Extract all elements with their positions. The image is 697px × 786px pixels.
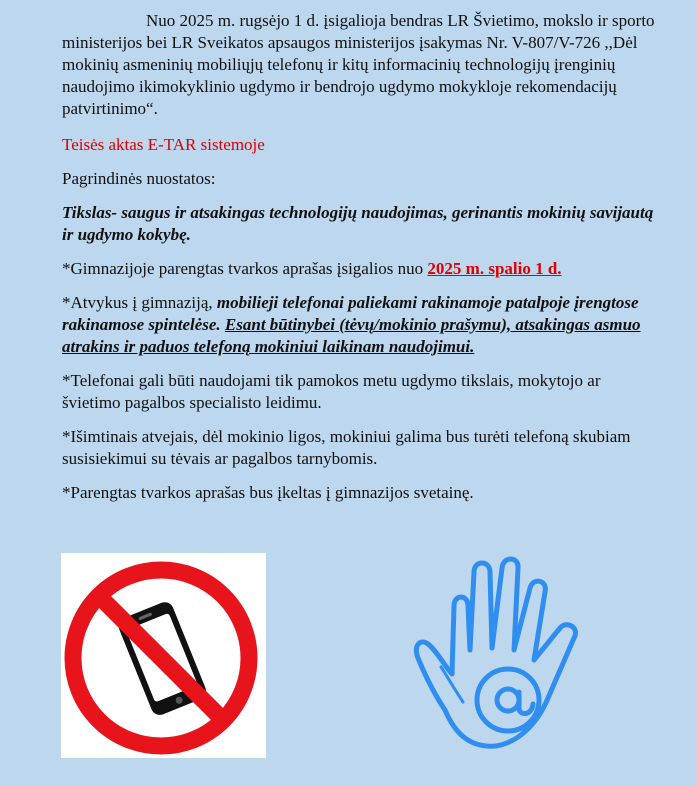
provision-5: *Parengtas tvarkos aprašas bus įkeltas į gimnazijos svetainę. <box>62 483 474 502</box>
intro-paragraph: Nuo 2025 m. rugsėjo 1 d. įsigalioja bendras LR Švietimo, mokslo ir sporto ministerijos bei LR Sveikatos apsaugos ministerijos įsakymas Nr. V-807/V-726 ,,Dėl mokinių asmeninių mobiliųjų telefonų ir kitų informacinių technologijų įrenginių naudojimo ikimokyklinio ugdymo ir bendrojo ugdymo mokykloje rekomendacijų patvirtinimo“. <box>62 11 655 118</box>
provision-1 <box>62 258 662 280</box>
provision-3: *Telefonai gali būti naudojami tik pamokos metu ugdymo tikslais, mokytojo ar švietimo pagalbos specialisto leidimu. <box>62 371 601 412</box>
legal-act-link[interactable]: Teisės aktas E-TAR sistemoje <box>62 135 265 154</box>
provision-4: *Išimtinais atvejais, dėl mokinio ligos, mokiniui galima bus turėti telefoną skubiam susisiekimui su tėvais ar pagalbos tarnybomis. <box>62 427 631 468</box>
provision-2-text: *Atvykus į gimnaziją, <box>62 293 217 312</box>
hand-svg <box>410 550 595 760</box>
no-phone-icon <box>61 553 266 758</box>
effective-date: 2025 m. spalio 1 d. <box>427 259 562 278</box>
legal-act-link-paragraph <box>62 134 662 156</box>
hand-at-icon <box>410 550 595 760</box>
provision-2 <box>62 292 662 358</box>
no-phone-svg <box>61 553 266 758</box>
provision-1-text: *Gimnazijoje parengtas tvarkos aprašas įsigalios nuo <box>62 259 428 278</box>
provision-2-bold: mobilieji telefonai paliekami rakinamoje patalpoje įrengtose rakinamose spintelėse. <box>62 293 639 334</box>
goal-statement: Tikslas- saugus ir atsakingas technologijų naudojimas, gerinantis mokinių savijautą ir ugdymo kokybę. <box>62 203 654 244</box>
main-provisions-heading: Pagrindinės nuostatos: <box>62 169 216 188</box>
document-body <box>62 10 662 516</box>
provision-2-underline: Esant būtinybei (tėvų/mokinio prašymu), atsakingas asmuo atrakins ir paduos telefoną mokiniui laikinam naudojimui. <box>62 315 641 356</box>
